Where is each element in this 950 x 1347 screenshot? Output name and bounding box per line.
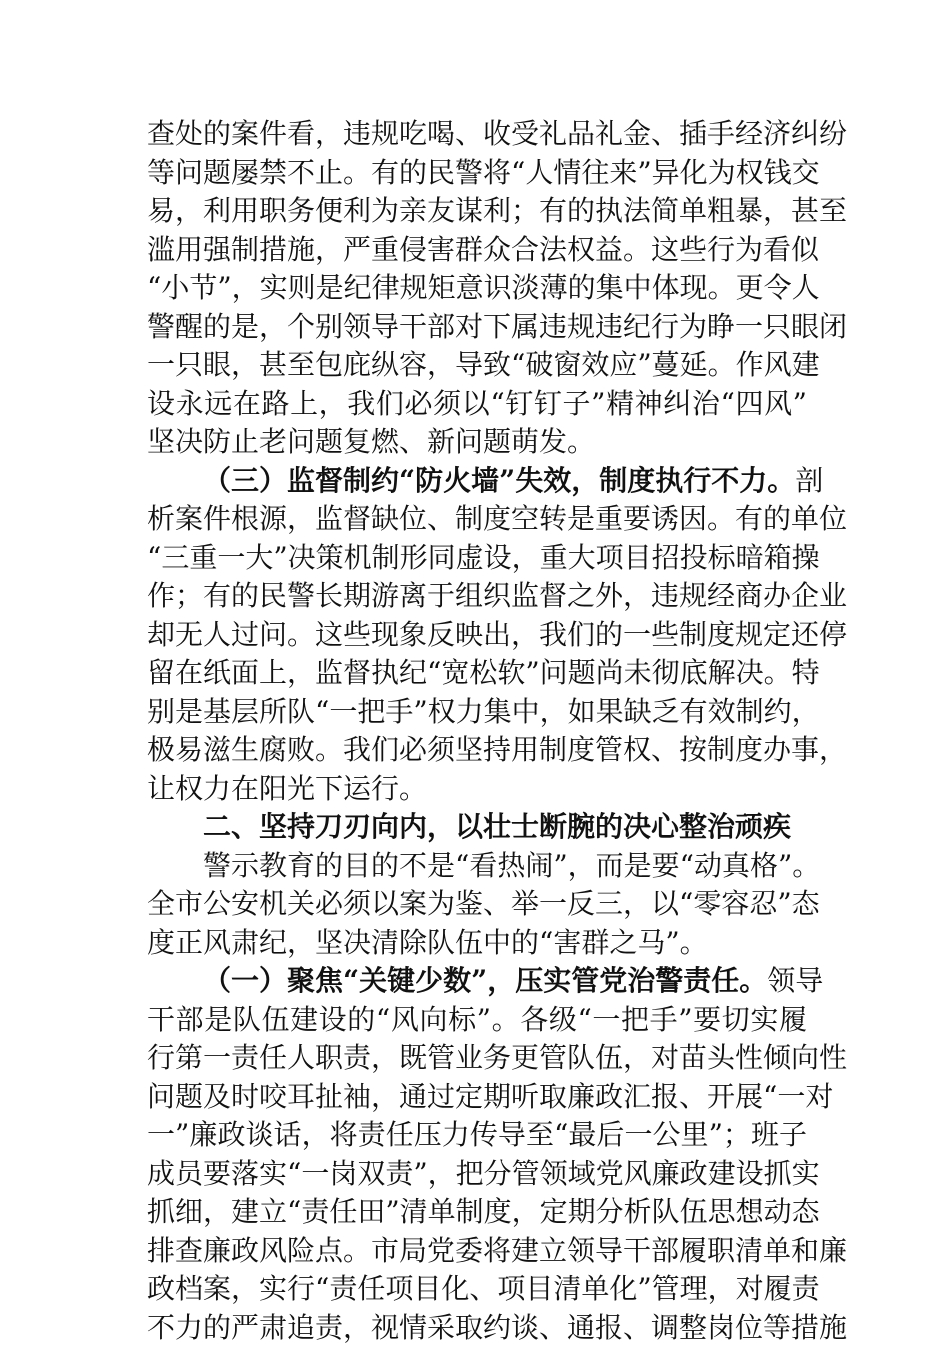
- paragraph-2: [147, 462, 807, 809]
- text-line: 查处的案件看，违规吃喝、收受礼品礼金、插手经济纠纷: [147, 115, 807, 154]
- text-line: 成员要落实“一岗双责”，把分管领域党风廉政建设抓实: [147, 1155, 807, 1194]
- text-line: 极易滋生腐败。我们必须坚持用制度管权、按制度办事，: [147, 731, 807, 770]
- subheading-lead: （三）监督制约“防火墙”失效，制度执行不力。: [203, 464, 795, 497]
- text-line: 警醒的是，个别领导干部对下属违规违纪行为睁一只眼闭: [147, 308, 807, 347]
- text-line: 等问题屡禁不止。有的民警将“人情往来”异化为权钱交: [147, 154, 807, 193]
- text-line: 抓细，建立“责任田”清单制度，定期分析队伍思想动态: [147, 1193, 807, 1232]
- text-line: 设永远在路上，我们必须以“钉钉子”精神纠治“四风”: [147, 385, 807, 424]
- paragraph-4: [147, 962, 807, 1347]
- text-line: 政档案，实行“责任项目化、项目清单化”管理，对履责: [147, 1270, 807, 1309]
- section-title: 二、坚持刀刃向内，以壮士断腕的决心整治顽疾: [147, 808, 807, 847]
- text-line: 一只眼，甚至包庇纵容，导致“破窗效应”蔓延。作风建: [147, 346, 807, 385]
- text-line: 警示教育的目的不是“看热闹”，而是要“动真格”。: [147, 847, 807, 886]
- text-line: 析案件根源，监督缺位、制度空转是重要诱因。有的单位: [147, 500, 807, 539]
- paragraph-1: [147, 115, 807, 462]
- text-line: 度正风肃纪，坚决清除队伍中的“害群之马”。: [147, 924, 807, 963]
- text-line: 作；有的民警长期游离于组织监督之外，违规经商办企业: [147, 577, 807, 616]
- text-line: 一”廉政谈话，将责任压力传导至“最后一公里”；班子: [147, 1116, 807, 1155]
- text-line: 滥用强制措施，严重侵害群众合法权益。这些行为看似: [147, 231, 807, 270]
- text-line: 排查廉政风险点。市局党委将建立领导干部履职清单和廉: [147, 1232, 807, 1271]
- text-line: 不力的严肃追责，视情采取约谈、通报、调整岗位等措施: [147, 1309, 807, 1347]
- text-line: 别是基层所队“一把手”权力集中，如果缺乏有效制约，: [147, 693, 807, 732]
- text-line: 坚决防止老问题复燃、新问题萌发。: [147, 423, 807, 462]
- text-line: 问题及时咬耳扯袖，通过定期听取廉政汇报、开展“一对: [147, 1078, 807, 1117]
- text-line: “小节”，实则是纪律规矩意识淡薄的集中体现。更令人: [147, 269, 807, 308]
- text-line: [147, 962, 807, 1001]
- text-line: [147, 462, 807, 501]
- section-heading: [147, 808, 807, 847]
- text-line: 让权力在阳光下运行。: [147, 770, 807, 809]
- text-line: “三重一大”决策机制形同虚设，重大项目招投标暗箱操: [147, 539, 807, 578]
- text-line: 行第一责任人职责，既管业务更管队伍，对苗头性倾向性: [147, 1039, 807, 1078]
- subheading-lead: （一）聚焦“关键少数”，压实管党治警责任。: [203, 964, 767, 997]
- text-line: 却无人过问。这些现象反映出，我们的一些制度规定还停: [147, 616, 807, 655]
- paragraph-3: [147, 847, 807, 963]
- text-line: 全市公安机关必须以案为鉴、举一反三，以“零容忍”态: [147, 885, 807, 924]
- lead-continuation: 领导: [767, 964, 823, 997]
- text-line: 干部是队伍建设的“风向标”。各级“一把手”要切实履: [147, 1001, 807, 1040]
- lead-continuation: 剖: [795, 464, 823, 497]
- text-line: 留在纸面上，监督执纪“宽松软”问题尚未彻底解决。特: [147, 654, 807, 693]
- document-page: [147, 115, 807, 1347]
- text-line: 易，利用职务便利为亲友谋利；有的执法简单粗暴，甚至: [147, 192, 807, 231]
